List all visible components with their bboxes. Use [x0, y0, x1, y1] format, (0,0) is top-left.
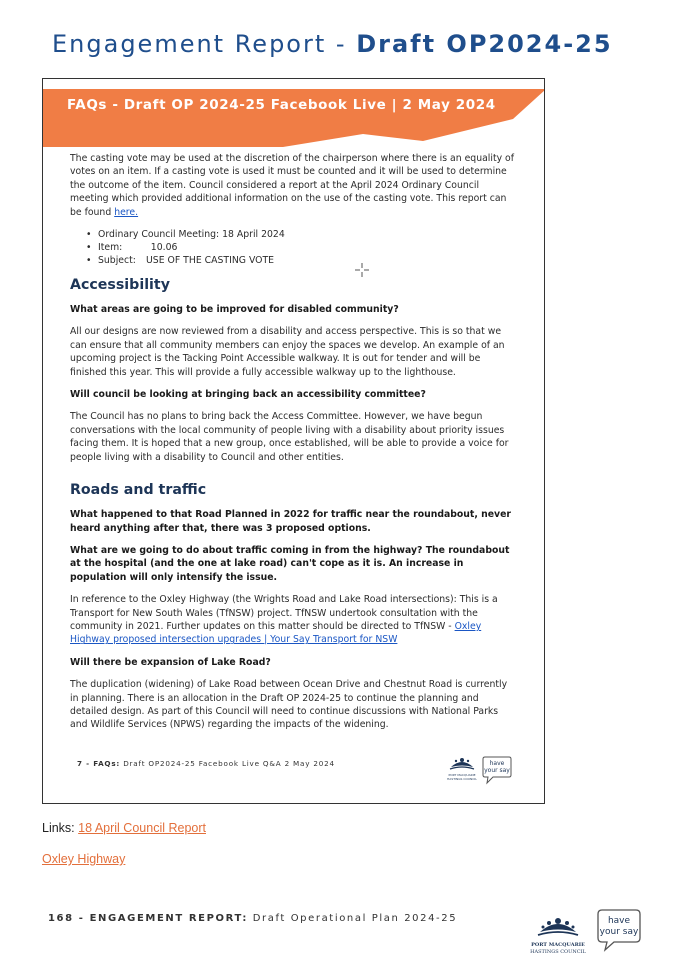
roads-answer-3: The duplication (widening) of Lake Road between Ocean Drive and Chestnut Road is currently in planning. There is an allocation in the Draft OP 2024-25 to continue the planning and detailed design. As part of this Council will need to continue discussions with National Parks and Wildlife Services (NPWS) regarding the impacts of the widening. — [70, 679, 508, 731]
roads-question-1: What happened to that Road Planned in 2022 for traffic near the roundabout, never heard anything after that, there was 3 proposed options. — [70, 509, 511, 534]
roads-heading: Roads and traffic — [70, 482, 207, 499]
accessibility-question-1: What areas are going to be improved for disabled community? — [70, 304, 399, 316]
embedded-faq-page — [42, 78, 545, 804]
links-line — [42, 821, 206, 835]
page-title — [52, 30, 613, 58]
here-link[interactable]: here. — [114, 206, 139, 218]
svg-text:PORT MACQUARIE: PORT MACQUARIE — [448, 773, 476, 777]
banner-shape — [43, 79, 545, 149]
council-logo-large-icon — [530, 908, 586, 958]
oxley-highway-link[interactable]: Oxley Highway — [42, 852, 126, 866]
svg-text:have: have — [489, 760, 505, 767]
council-logo-icon — [445, 751, 479, 783]
accessibility-answer-1: All our designs are now reviewed from a disability and access perspective. This is so that we can ensure that all community members can enjoy the spaces we develop. An example of an upcoming project is the Tacking Point Accessible walkway. It is out for tender and will be finished this year. This will provide a fully accessible walkway up to the lighthouse. — [70, 326, 505, 378]
bullet-meeting: • Ordinary Council Meeting: 18 April 2024 — [86, 228, 515, 241]
svg-text:have: have — [607, 916, 631, 926]
roads-answer-2-text: In reference to the Oxley Highway (the Wrights Road and Lake Road intersections): This is a Transport for New South Wales (TfNSW) project. TfNSW undertook consultation with the community in 2021. Further updates on this matter should be directed to TfNSW - — [70, 594, 498, 632]
have-your-say-icon — [481, 755, 513, 785]
council-report-link[interactable]: 18 April Council Report — [78, 821, 206, 835]
intro-paragraph — [70, 152, 515, 219]
bullet-item: • Item: 10.06 — [86, 241, 515, 254]
banner-title: FAQs - Draft OP 2024-25 Facebook Live | 2 May 2024 — [67, 97, 496, 113]
svg-text:HASTINGS COUNCIL: HASTINGS COUNCIL — [530, 949, 586, 955]
bullet-subject: • Subject: USE OF THE CASTING VOTE — [86, 254, 515, 267]
oxley-upgrades-link[interactable]: Oxley Highway proposed intersection upgrades | Your Say Transport for NSW — [70, 620, 482, 646]
svg-text:HASTINGS COUNCIL: HASTINGS COUNCIL — [447, 777, 477, 781]
page-number: 168 — [48, 913, 74, 924]
accessibility-heading: Accessibility — [70, 277, 170, 294]
intro-text: The casting vote may be used at the discretion of the chairperson where there is an equality of votes on an item. If a casting vote is used it must be counted and it will be used to determine the outcome of the item. Council considered a report at the April 2024 Ordinary Council meeting which provided additional information on the use of the casting vote. This report can be found — [70, 153, 515, 218]
accessibility-question-2: Will council be looking at bringing back an accessibility committee? — [70, 389, 426, 401]
crosshair-cursor-icon — [355, 263, 369, 277]
have-your-say-large-icon — [596, 908, 642, 952]
accessibility-answer-2: The Council has no plans to bring back the Access Committee. However, we have begun conversations with the local community of people living with a disability about priority issues facing them. It is hoped that a new group, once established, will be able to provide a voice for people living with a disability to Council and other entities. — [70, 411, 509, 463]
roads-answer-2 — [70, 593, 515, 647]
svg-text:your say: your say — [484, 767, 510, 774]
roads-question-2: What are we going to do about traffic coming in from the highway? The roundabout at the hospital (and the one at lake road) can't cope as it is. An increase in population will only intensify the issue. — [70, 544, 510, 583]
page-title-regular: Engagement Report - — [52, 30, 357, 58]
svg-text:PORT MACQUARIE: PORT MACQUARIE — [531, 942, 585, 948]
faq-content — [70, 152, 515, 741]
links-label: Links: — [42, 821, 79, 835]
meeting-details-list — [86, 228, 515, 267]
faq-banner — [43, 79, 545, 149]
page-title-bold: Draft OP2024-25 — [356, 30, 613, 58]
roads-question-3: Will there be expansion of Lake Road? — [70, 656, 271, 668]
svg-text:your say: your say — [599, 927, 639, 937]
page-footer: 168 - ENGAGEMENT REPORT: Draft Operational Plan 2024-25 — [48, 913, 458, 924]
embedded-page-footer: 7 - FAQs: Draft OP2024-25 Facebook Live Q&A 2 May 2024 — [77, 759, 335, 768]
